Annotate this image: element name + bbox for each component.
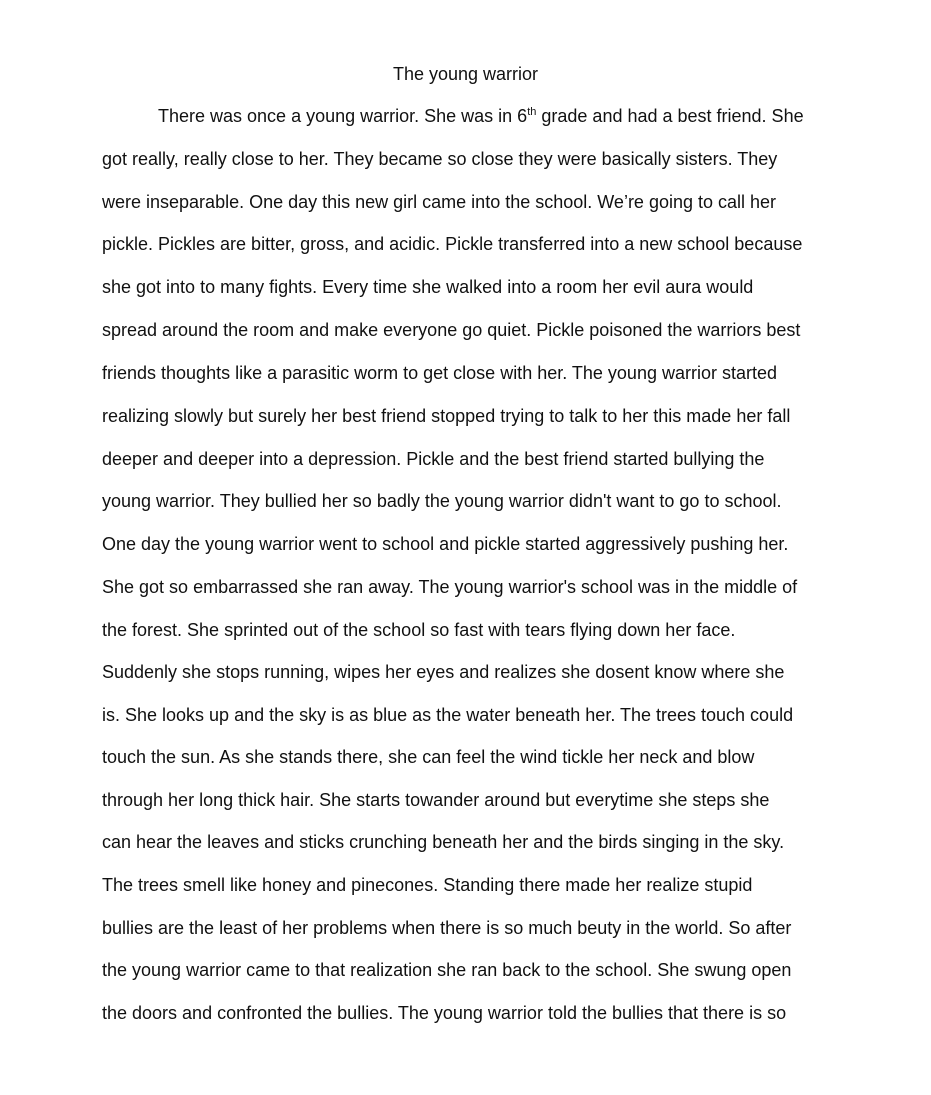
paragraph-line: through her long thick hair. She starts towander around but everytime she steps she <box>102 790 770 810</box>
paragraph-line: the forest. She sprinted out of the school so fast with tears flying down her face. <box>102 620 736 640</box>
paragraph-line: the young warrior came to that realization she ran back to the school. She swung open <box>102 960 792 980</box>
paragraph-line: realizing slowly but surely her best friend stopped trying to talk to her this made her fall <box>102 406 791 426</box>
paragraph-line: is. She looks up and the sky is as blue as the water beneath her. The trees touch could <box>102 705 794 725</box>
paragraph-line: young warrior. They bullied her so badly the young warrior didn't want to go to school. <box>102 491 782 511</box>
document-title: The young warrior <box>392 64 539 84</box>
paragraph-line: friends thoughts like a parasitic worm to get close with her. The young warrior started <box>102 363 777 383</box>
paragraph-line: can hear the leaves and sticks crunching beneath her and the birds singing in the sky. <box>102 832 785 852</box>
paragraph-line: One day the young warrior went to school and pickle started aggressively pushing her. <box>102 534 789 554</box>
paragraph-first-line <box>158 104 804 128</box>
paragraph-line: touch the sun. As she stands there, she can feel the wind tickle her neck and blow <box>102 747 755 767</box>
paragraph-line: The trees smell like honey and pinecones. Standing there made her realize stupid <box>102 875 753 895</box>
paragraph-line: bullies are the least of her problems when there is so much beuty in the world. So after <box>102 918 792 938</box>
paragraph-line: pickle. Pickles are bitter, gross, and acidic. Pickle transferred into a new school because <box>102 234 803 254</box>
paragraph-line: got really, really close to her. They became so close they were basically sisters. They <box>102 149 778 169</box>
paragraph-line: were inseparable. One day this new girl came into the school. We’re going to call her <box>102 192 777 212</box>
paragraph-line: deeper and deeper into a depression. Pickle and the best friend started bullying the <box>102 449 765 469</box>
first-line-text-end: grade and had a best friend. She <box>536 106 804 126</box>
paragraph-line: Suddenly she stops running, wipes her eyes and realizes she dosent know where she <box>102 662 785 682</box>
first-line-text: There was once a young warrior. She was in 6 <box>158 106 528 126</box>
paragraph-line: spread around the room and make everyone go quiet. Pickle poisoned the warriors best <box>102 320 801 340</box>
paragraph-line: the doors and confronted the bullies. The young warrior told the bullies that there is so <box>102 1003 787 1023</box>
ordinal-superscript: th <box>527 106 537 118</box>
paragraph-line: She got so embarrassed she ran away. The young warrior's school was in the middle of <box>102 577 798 597</box>
paragraph-line: she got into to many fights. Every time she walked into a room her evil aura would <box>102 277 754 297</box>
